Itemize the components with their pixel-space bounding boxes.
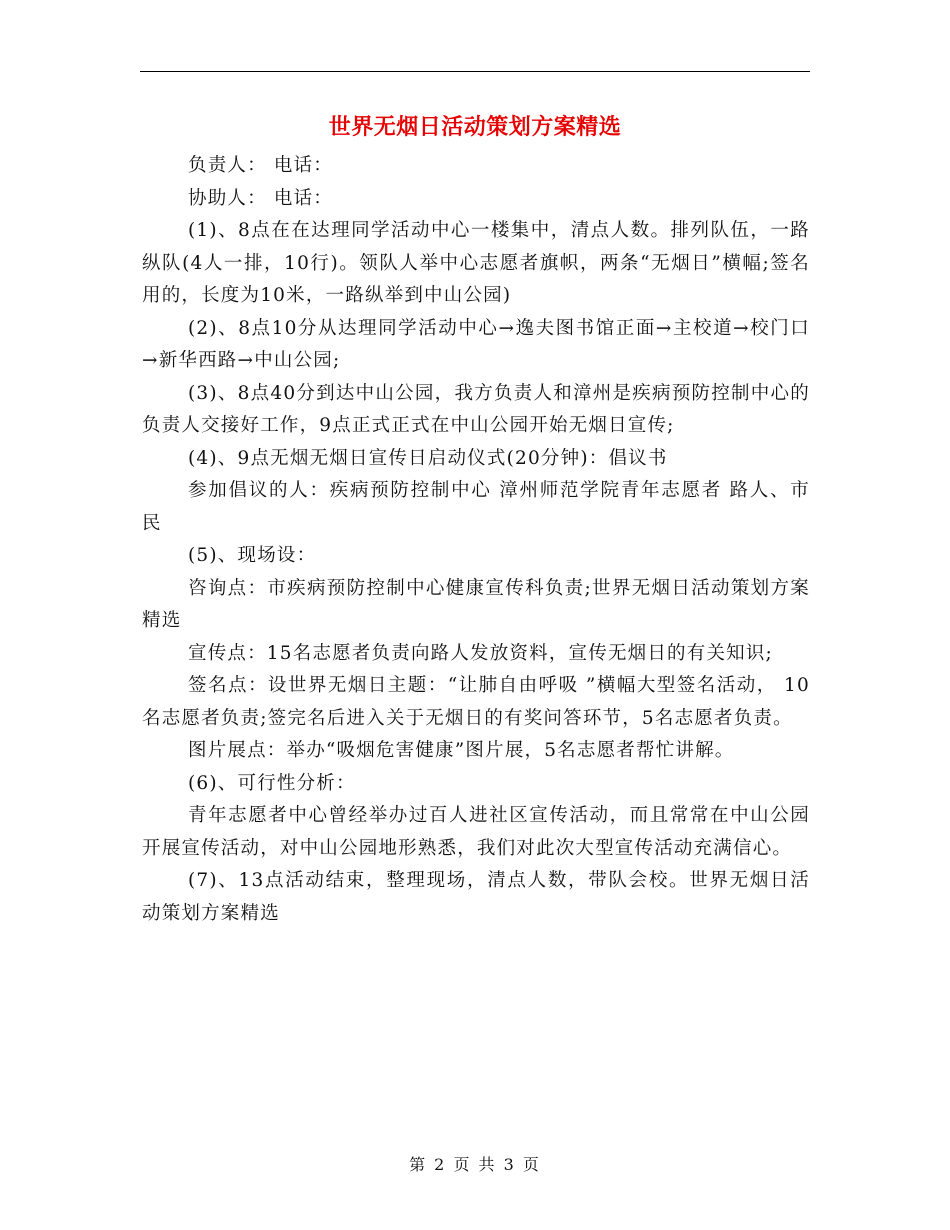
paragraph-step-4: (4)、9点无烟无烟日宣传日启动仪式(20分钟)：倡议书	[188, 447, 668, 469]
paragraph-step-2: (2)、8点10分从达理同学活动中心→逸夫图书馆正面→主校道→校门口→新华西路→中山公园;	[142, 317, 810, 371]
paragraph-consult-point: 咨询点：市疾病预防控制中心健康宣传科负责;世界无烟日活动策划方案精选	[142, 577, 810, 631]
document-body	[142, 150, 810, 930]
paragraph-step-1: (1)、8点在在达理同学活动中心一楼集中，清点人数。排列队伍，一路纵队(4人一排，10行)。领队人举中心志愿者旗帜，两条“无烟日”横幅;签名用的，长度为10米，一路纵举到中山公园)	[142, 220, 810, 306]
paragraph-step-5: (5)、现场设：	[188, 545, 317, 566]
paragraph-step-3: (3)、8点40分到达中山公园，我方负责人和漳州是疾病预防控制中心的负责人交接好工作，9点正式正式在中山公园开始无烟日宣传;	[142, 382, 810, 436]
paragraph-participants: 参加倡议的人：疾病预防控制中心 漳州师范学院青年志愿者 路人、市民	[142, 480, 810, 534]
paragraph-assistant: 协助人： 电话：	[188, 187, 333, 209]
page-footer	[0, 1153, 950, 1177]
paragraph-feasibility: 青年志愿者中心曾经举办过百人进社区宣传活动，而且常常在中山公园开展宣传活动，对中山公园地形熟悉，我们对此次大型宣传活动充满信心。	[142, 805, 810, 859]
paragraph-publicity-point: 宣传点：15名志愿者负责向路人发放资料，宣传无烟日的有关知识;	[188, 642, 773, 664]
paragraph-photo-point: 图片展点：举办“吸烟危害健康”图片展，5名志愿者帮忙讲解。	[188, 740, 735, 761]
document-title: 世界无烟日活动策划方案精选	[328, 114, 622, 140]
paragraph-step-6: (6)、可行性分析：	[188, 772, 356, 794]
paragraph-signature-point: 签名点：设世界无烟日主题：“让肺自由呼吸 ”横幅大型签名活动， 10名志愿者负责;签完名后进入关于无烟日的有奖问答环节，5名志愿者负责。	[142, 675, 810, 729]
paragraph-person-in-charge: 负责人： 电话：	[188, 155, 333, 176]
header-rule	[140, 71, 810, 72]
page-number: 第 2 页 共 3 页	[409, 1155, 541, 1174]
paragraph-step-7: (7)、13点活动结束，整理现场，清点人数，带队会校。世界无烟日活动策划方案精选	[142, 870, 810, 924]
